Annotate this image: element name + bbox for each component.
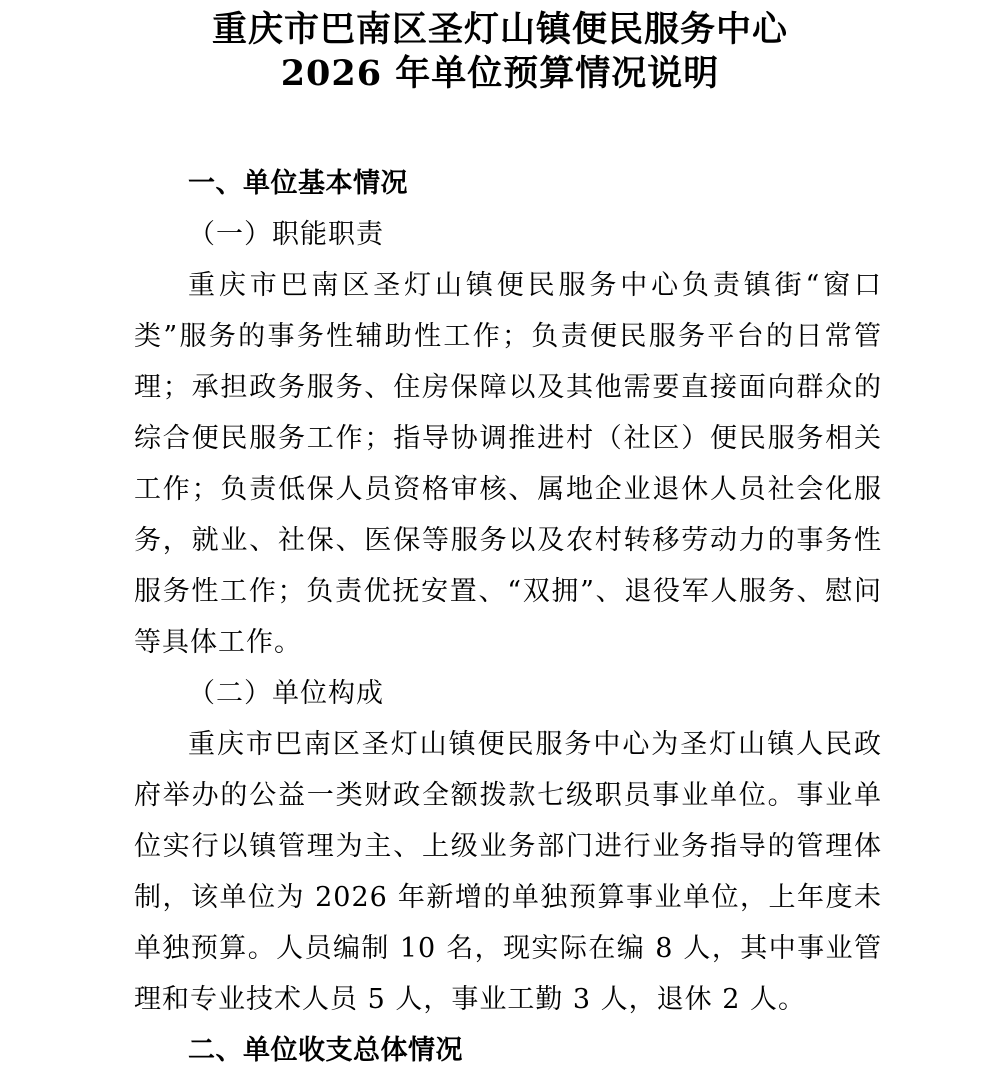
document-body [134, 158, 882, 1076]
paragraph-duties: 重庆市巴南区圣灯山镇便民服务中心负责镇街“窗口类”服务的事务性辅助性工作；负责便民服务平台的日常管理；承担政务服务、住房保障以及其他需要直接面向群众的综合便民服务工作；指导协调推进村（社区）便民服务相关工作；负责低保人员资格审核、属地企业退休人员社会化服务，就业、社保、医保等服务以及农村转移劳动力的事务性服务性工作；负责优抚安置、“双拥”、退役军人服务、慰问等具体工作。 [134, 270, 882, 658]
document-title-line-1: 重庆市巴南区圣灯山镇便民服务中心 [211, 9, 788, 50]
paragraph-unit-composition: 重庆市巴南区圣灯山镇便民服务中心为圣灯山镇人民政府举办的公益一类财政全额拨款七级职员事业单位。事业单位实行以镇管理为主、上级业务部门进行业务指导的管理体制，该单位为 2026 年新增的单独预算事业单位，上年度未单独预算。人员编制 10 名，现实际在编 8 人，其中事业管理和专业技术人员 5 人，事业工勤 3 人，退休 2 人。 [134, 729, 882, 1015]
subsection-heading-unit-composition: （二）单位构成 [188, 678, 384, 709]
document-title [0, 0, 1000, 96]
section-heading-revenue-expenditure: 二、单位收支总体情况 [188, 1035, 463, 1066]
section-heading-basic-situation: 一、单位基本情况 [188, 168, 408, 199]
subsection-heading-duties: （一）职能职责 [188, 219, 384, 250]
document-title-line-2: 2026 年单位预算情况说明 [280, 53, 720, 94]
